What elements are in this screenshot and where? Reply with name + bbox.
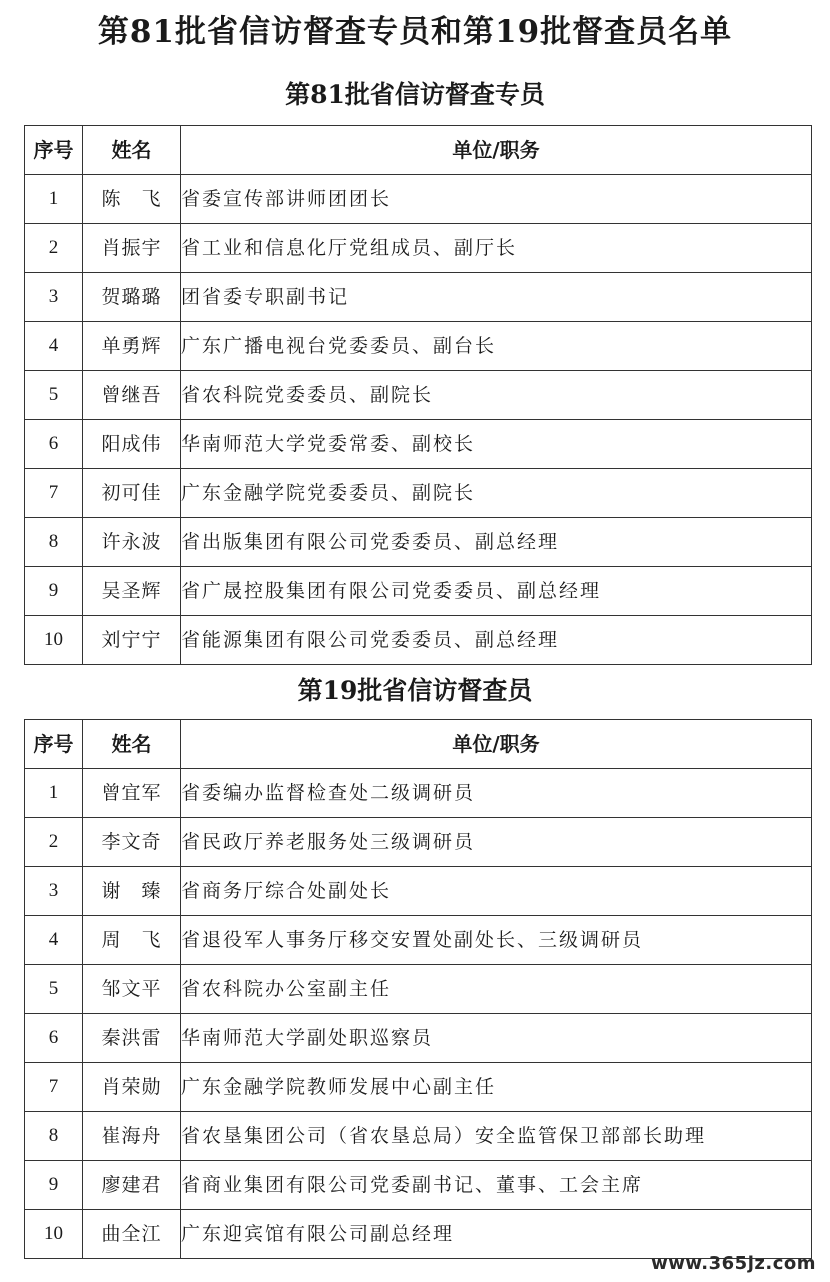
table-row (25, 273, 812, 322)
table-row (25, 469, 812, 518)
row-duty: 省广晟控股集团有限公司党委委员、副总经理 (181, 567, 812, 616)
table-row (25, 224, 812, 273)
row-duty: 广东迎宾馆有限公司副总经理 (181, 1210, 812, 1259)
row-duty: 华南师范大学党委常委、副校长 (181, 420, 812, 469)
table-row (25, 175, 812, 224)
row-name: 李文奇 (83, 818, 181, 867)
row-name: 邹文平 (83, 965, 181, 1014)
row-name: 崔海舟 (83, 1112, 181, 1161)
row-duty: 省委编办监督检查处二级调研员 (181, 769, 812, 818)
table-row (25, 322, 812, 371)
row-no: 5 (25, 371, 83, 420)
row-duty: 广东广播电视台党委委员、副台长 (181, 322, 812, 371)
row-name: 曾宜军 (83, 769, 181, 818)
table-header-row (25, 126, 812, 175)
table-row (25, 1112, 812, 1161)
row-duty: 华南师范大学副处职巡察员 (181, 1014, 812, 1063)
row-no: 10 (25, 1210, 83, 1259)
header-name: 姓名 (83, 720, 181, 769)
row-duty: 省农科院党委委员、副院长 (181, 371, 812, 420)
document-title: 第81批省信访督查专员和第19批督查员名单 (97, 14, 733, 50)
row-name: 吴圣辉 (83, 567, 181, 616)
table-row (25, 965, 812, 1014)
row-no: 4 (25, 322, 83, 371)
row-name: 曾继吾 (83, 371, 181, 420)
row-duty: 省委宣传部讲师团团长 (181, 175, 812, 224)
row-no: 8 (25, 518, 83, 567)
row-no: 6 (25, 1014, 83, 1063)
row-name: 贺璐璐 (83, 273, 181, 322)
table-row (25, 818, 812, 867)
row-name: 初可佳 (83, 469, 181, 518)
row-duty: 省退役军人事务厅移交安置处副处长、三级调研员 (181, 916, 812, 965)
row-name: 周 飞 (83, 916, 181, 965)
header-duty: 单位/职务 (181, 720, 812, 769)
table-row (25, 1063, 812, 1112)
row-no: 3 (25, 273, 83, 322)
header-duty: 单位/职务 (181, 126, 812, 175)
row-name: 肖荣勋 (83, 1063, 181, 1112)
row-name: 许永波 (83, 518, 181, 567)
section1-table (24, 125, 812, 665)
row-name: 陈 飞 (83, 175, 181, 224)
row-name: 廖建君 (83, 1161, 181, 1210)
row-duty: 省农科院办公室副主任 (181, 965, 812, 1014)
row-name: 秦洪雷 (83, 1014, 181, 1063)
row-no: 4 (25, 916, 83, 965)
table-row (25, 1210, 812, 1259)
row-duty: 团省委专职副书记 (181, 273, 812, 322)
row-no: 1 (25, 175, 83, 224)
table-header-row (25, 720, 812, 769)
row-duty: 省民政厅养老服务处三级调研员 (181, 818, 812, 867)
table-row (25, 1014, 812, 1063)
row-name: 阳成伟 (83, 420, 181, 469)
row-no: 5 (25, 965, 83, 1014)
row-name: 曲全江 (83, 1210, 181, 1259)
row-name: 刘宁宁 (83, 616, 181, 665)
row-duty: 省工业和信息化厅党组成员、副厅长 (181, 224, 812, 273)
row-no: 1 (25, 769, 83, 818)
row-duty: 广东金融学院党委委员、副院长 (181, 469, 812, 518)
row-duty: 省农垦集团公司（省农垦总局）安全监管保卫部部长助理 (181, 1112, 812, 1161)
row-no: 9 (25, 1161, 83, 1210)
site-watermark: www.365jz.com (651, 1253, 816, 1274)
row-duty: 省出版集团有限公司党委委员、副总经理 (181, 518, 812, 567)
row-name: 单勇辉 (83, 322, 181, 371)
section1-title: 第81批省信访督查专员 (285, 80, 545, 109)
row-no: 2 (25, 224, 83, 273)
header-name: 姓名 (83, 126, 181, 175)
header-no: 序号 (25, 720, 83, 769)
table-row (25, 420, 812, 469)
table-row (25, 518, 812, 567)
table-row (25, 867, 812, 916)
section2-table (24, 719, 812, 1259)
section2-title: 第19批省信访督查员 (297, 676, 533, 705)
row-duty: 省能源集团有限公司党委委员、副总经理 (181, 616, 812, 665)
row-duty: 广东金融学院教师发展中心副主任 (181, 1063, 812, 1112)
row-duty: 省商业集团有限公司党委副书记、董事、工会主席 (181, 1161, 812, 1210)
table-row (25, 371, 812, 420)
row-name: 谢 臻 (83, 867, 181, 916)
row-no: 3 (25, 867, 83, 916)
row-name: 肖振宇 (83, 224, 181, 273)
table-row (25, 916, 812, 965)
row-no: 7 (25, 469, 83, 518)
table-row (25, 769, 812, 818)
row-no: 9 (25, 567, 83, 616)
header-no: 序号 (25, 126, 83, 175)
row-no: 10 (25, 616, 83, 665)
table-row (25, 1161, 812, 1210)
table-row (25, 567, 812, 616)
table-row (25, 616, 812, 665)
row-no: 6 (25, 420, 83, 469)
row-no: 8 (25, 1112, 83, 1161)
row-duty: 省商务厅综合处副处长 (181, 867, 812, 916)
row-no: 7 (25, 1063, 83, 1112)
row-no: 2 (25, 818, 83, 867)
